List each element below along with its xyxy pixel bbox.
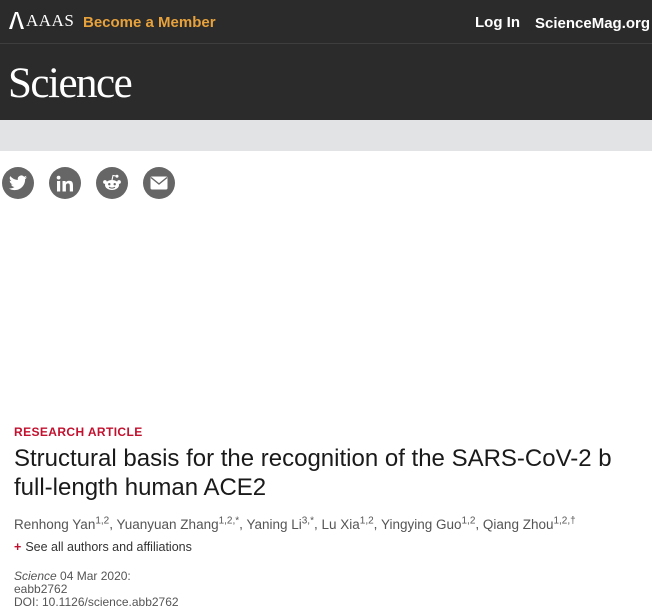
reddit-share-button[interactable]	[96, 167, 128, 199]
twitter-share-button[interactable]	[2, 167, 34, 199]
journal-name: Science	[14, 569, 57, 583]
log-in-link[interactable]: Log In	[475, 14, 520, 31]
aaas-logo[interactable]	[8, 12, 74, 29]
author-list: Renhong Yan$^{1,2}$, Yuanyuan Zhang$^{1,2,*}$, Yaning $Li^{3,*}$, Lu Xia$^{1,2}$, Yingying Guo$^{1,2}$, Qiang Zhou$^{1,2,\dagger}$	[14, 515, 576, 532]
email-icon	[150, 176, 168, 190]
citation-block	[14, 570, 179, 609]
aaas-logo-mark-icon	[8, 12, 25, 29]
author[interactable]: Yuanyuan Zhang$^{1,2,*}$	[116, 515, 240, 532]
expand-plus-icon: +	[14, 540, 22, 554]
author[interactable]: Yingying Guo$^{1,2}$	[380, 515, 476, 532]
see-all-authors-toggle[interactable]	[14, 540, 192, 554]
author[interactable]: Yaning $Li^{3,*}$	[246, 515, 314, 532]
reddit-icon	[102, 174, 122, 192]
article-doi: DOI: 10.1126/science.abb2762	[14, 595, 179, 609]
aaas-logo-text: AAAS	[26, 11, 75, 30]
author[interactable]: Renhong Yan$^{1,2}$	[14, 515, 110, 532]
sciencemag-link[interactable]: ScienceMag.org	[535, 15, 651, 32]
author[interactable]: Qiang Zhou$^{1,2,\dagger}$	[482, 515, 576, 532]
top-bar	[0, 0, 652, 44]
article-title-line-1: Structural basis for the recognition of the SARS-CoV-2 b	[14, 445, 612, 472]
science-logo[interactable]: Science	[8, 60, 132, 107]
email-share-button[interactable]	[143, 167, 175, 199]
become-member-link[interactable]: Become a Member	[83, 14, 216, 31]
masthead	[0, 44, 652, 120]
nav-bar	[0, 120, 652, 151]
linkedin-share-button[interactable]	[49, 167, 81, 199]
article-id: eabb2762	[14, 582, 68, 596]
article-type-label: RESEARCH ARTICLE	[14, 425, 143, 439]
see-all-authors-label: See all authors and affiliations	[25, 540, 192, 554]
publication-date: 04 Mar 2020:	[56, 569, 131, 583]
twitter-icon	[9, 175, 27, 191]
article-title-line-2: full-length human ACE2	[14, 474, 267, 501]
linkedin-icon	[56, 175, 74, 192]
article-title	[14, 444, 652, 502]
author[interactable]: Lu Xia$^{1,2}$	[321, 515, 374, 532]
